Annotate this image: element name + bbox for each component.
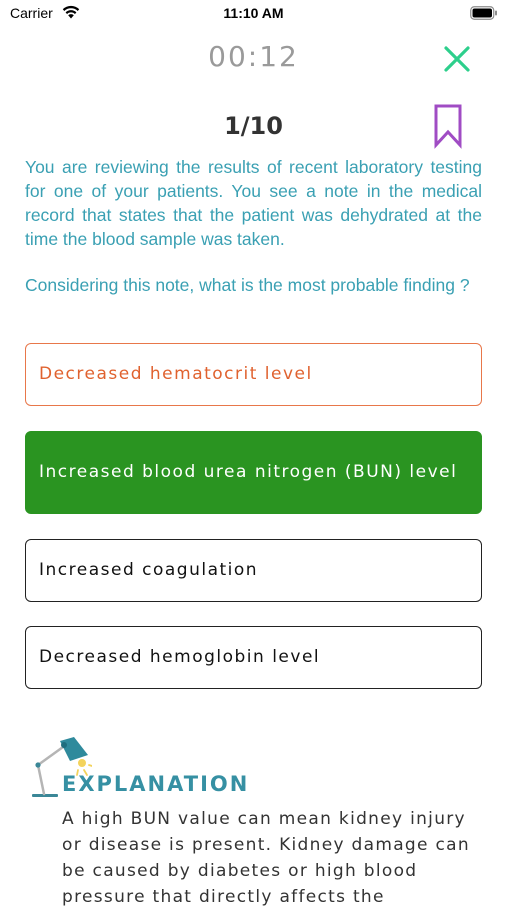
question-text bbox=[25, 155, 482, 297]
carrier-label: Carrier bbox=[10, 5, 53, 21]
close-button[interactable] bbox=[438, 40, 476, 78]
answer-option-1[interactable] bbox=[25, 343, 482, 406]
answer-option-label: Decreased hematocrit level bbox=[39, 364, 313, 384]
close-icon bbox=[438, 40, 476, 78]
answer-option-4[interactable] bbox=[25, 626, 482, 689]
question-counter: 1/10 bbox=[224, 112, 283, 140]
answer-option-3[interactable] bbox=[25, 539, 482, 602]
answer-option-2[interactable] bbox=[25, 431, 482, 514]
answer-option-label: Increased coagulation bbox=[39, 560, 259, 580]
quiz-timer: 00:12 bbox=[208, 40, 299, 73]
bookmark-button[interactable] bbox=[432, 103, 464, 149]
answer-option-label: Decreased hemoglobin level bbox=[39, 647, 321, 667]
answer-option-label: Increased blood urea nitrogen (BUN) level bbox=[39, 462, 458, 482]
status-bar bbox=[0, 0, 507, 28]
explanation-text: A high BUN value can mean kidney injury or disease is present. Kidney damage can be caused by diabetes or high blood pressure that directly affects the bbox=[62, 809, 470, 907]
explanation-title: EXPLANATION bbox=[62, 772, 250, 796]
question-stem: You are reviewing the results of recent laboratory testing for one of your patients. You see a note in the medical record that states that the patient was dehydrated at the time the blood sample was taken. bbox=[25, 157, 482, 249]
bookmark-icon bbox=[432, 103, 464, 149]
status-time: 11:10 AM bbox=[223, 5, 284, 21]
battery-icon bbox=[470, 6, 498, 20]
question-prompt: Considering this note, what is the most probable finding ? bbox=[25, 275, 470, 295]
